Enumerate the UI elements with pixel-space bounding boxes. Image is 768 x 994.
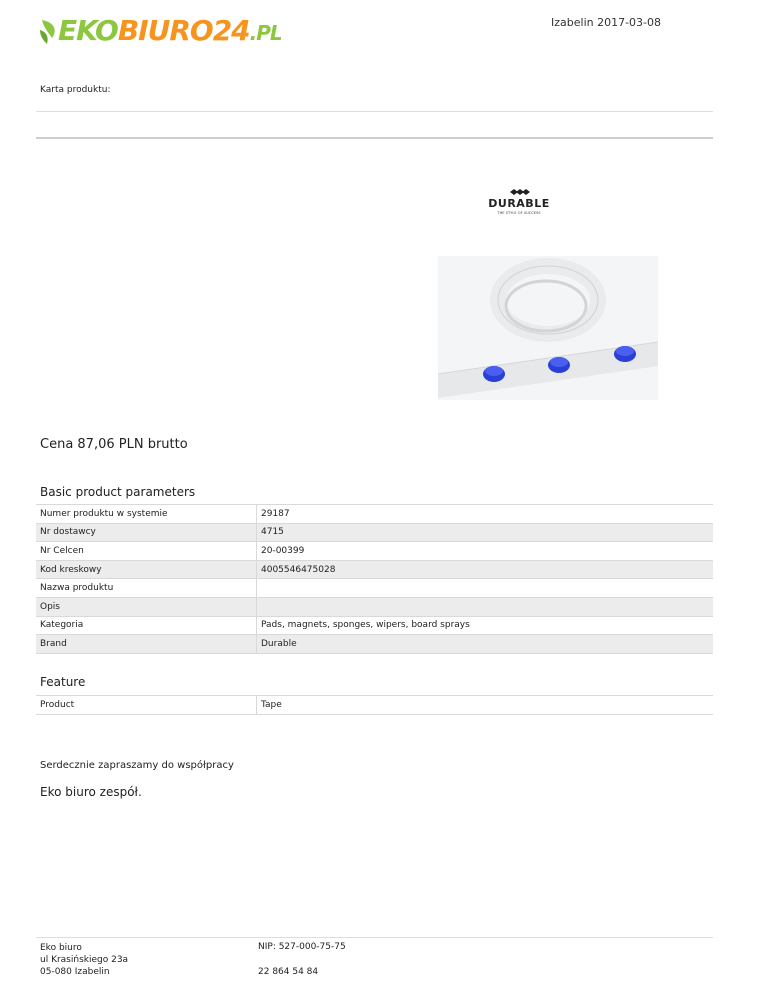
param-value bbox=[257, 597, 714, 616]
document-date: Izabelin 2017-03-08 bbox=[551, 16, 662, 29]
footer-nip: NIP: 527-000-75-75 bbox=[258, 942, 346, 952]
param-name: Kod kreskowy bbox=[36, 560, 257, 579]
svg-text:DURABLE: DURABLE bbox=[488, 197, 550, 210]
durable-brand-logo bbox=[476, 188, 562, 216]
param-value: Durable bbox=[257, 635, 714, 654]
param-name: Opis bbox=[36, 597, 257, 616]
divider bbox=[36, 137, 713, 139]
basic-params-table bbox=[36, 504, 713, 654]
feature-title: Feature bbox=[40, 675, 86, 689]
leaf-icon bbox=[38, 16, 60, 50]
footer-divider bbox=[36, 937, 713, 938]
footer-company-name: Eko biuro bbox=[40, 943, 82, 953]
param-name: Product bbox=[36, 696, 257, 715]
param-value bbox=[257, 579, 714, 598]
card-label: Karta produktu: bbox=[40, 85, 111, 95]
table-row bbox=[36, 696, 713, 715]
table-row bbox=[36, 579, 713, 598]
param-name: Nazwa produktu bbox=[36, 579, 257, 598]
footer-phone: 22 864 54 84 bbox=[258, 967, 319, 977]
table-row bbox=[36, 616, 713, 635]
param-name: Numer produktu w systemie bbox=[36, 505, 257, 524]
product-price: Cena 87,06 PLN brutto bbox=[40, 437, 188, 452]
logo-text-eko: EKO bbox=[58, 14, 118, 47]
table-row bbox=[36, 523, 713, 542]
feature-table bbox=[36, 695, 713, 715]
team-signature: Eko biuro zespół. bbox=[40, 785, 142, 799]
product-image bbox=[438, 256, 658, 400]
basic-params-title: Basic product parameters bbox=[40, 485, 196, 499]
logo-text-biuro: BIURO24 bbox=[117, 14, 250, 47]
table-row bbox=[36, 597, 713, 616]
param-value: 4005546475028 bbox=[257, 560, 714, 579]
svg-text:THE STYLE OF SUCCESS: THE STYLE OF SUCCESS bbox=[497, 211, 541, 215]
param-name: Nr Celcen bbox=[36, 542, 257, 561]
table-row bbox=[36, 635, 713, 654]
footer-city: 05-080 Izabelin bbox=[40, 967, 110, 977]
invite-text: Serdecznie zapraszamy do współpracy bbox=[40, 760, 234, 771]
table-row bbox=[36, 505, 713, 524]
param-name: Nr dostawcy bbox=[36, 523, 257, 542]
param-value: Pads, magnets, sponges, wipers, board sprays bbox=[257, 616, 714, 635]
param-value: 29187 bbox=[257, 505, 714, 524]
table-row bbox=[36, 560, 713, 579]
param-name: Brand bbox=[36, 635, 257, 654]
param-value: 20-00399 bbox=[257, 542, 714, 561]
param-value: 4715 bbox=[257, 523, 714, 542]
divider bbox=[36, 111, 713, 112]
param-name: Kategoria bbox=[36, 616, 257, 635]
table-row bbox=[36, 542, 713, 561]
param-value: Tape bbox=[257, 696, 714, 715]
logo-text-pl: .PL bbox=[249, 21, 282, 45]
site-logo[interactable] bbox=[38, 14, 282, 50]
footer-street: ul Krasińskiego 23a bbox=[40, 955, 129, 965]
footer-address bbox=[40, 942, 128, 978]
